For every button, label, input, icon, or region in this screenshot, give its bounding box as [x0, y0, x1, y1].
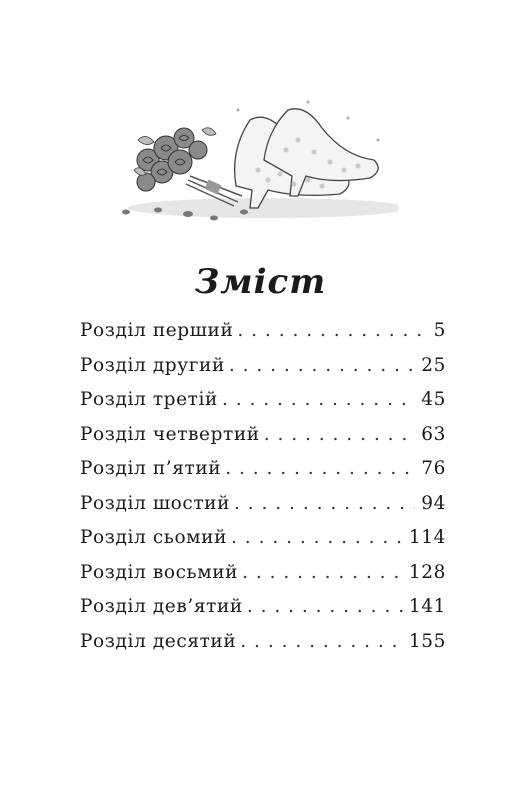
toc-entry-label: Розділ п’ятий: [80, 458, 222, 479]
toc-entry-page: 25: [421, 354, 446, 376]
toc-entry[interactable]: [80, 493, 446, 528]
dot-leader: [264, 424, 416, 445]
dot-leader: [242, 562, 403, 583]
toc-entry[interactable]: [80, 631, 446, 666]
toc-entry-page: 76: [421, 458, 446, 479]
toc-entry-label: Розділ десятий: [80, 630, 237, 652]
toc-entry-label: Розділ шостий: [80, 492, 231, 514]
toc-entry[interactable]: [80, 527, 446, 562]
toc-entry-page: 63: [421, 423, 446, 445]
toc-entry-page: 5: [433, 320, 446, 341]
toc-entry-page: 94: [421, 492, 446, 514]
toc-entry-label: Розділ перший: [80, 320, 234, 341]
toc-entry-label: Розділ восьмий: [80, 561, 239, 583]
toc-entry-page: 114: [408, 527, 446, 548]
toc-entry-label: Розділ третій: [80, 389, 218, 410]
toc-entry[interactable]: [80, 355, 446, 390]
dot-leader: [240, 631, 403, 652]
toc-entry-page: 155: [408, 630, 446, 652]
dot-leader: [229, 355, 415, 376]
toc-entry[interactable]: [80, 389, 446, 424]
toc-entry[interactable]: [80, 562, 446, 597]
dot-leader: [225, 458, 415, 479]
toc-entry[interactable]: [80, 424, 446, 459]
toc-entry-page: 141: [408, 596, 446, 617]
dot-leader: [247, 596, 403, 617]
dot-leader: [231, 527, 403, 548]
toc-entry[interactable]: [80, 596, 446, 631]
toc-entry[interactable]: [80, 458, 446, 493]
table-of-contents: [80, 320, 446, 665]
toc-entry-page: 45: [421, 389, 446, 410]
toc-entry-label: Розділ другий: [80, 354, 225, 376]
toc-entry-label: Розділ четвертий: [80, 423, 260, 445]
dot-leader: [237, 320, 422, 341]
toc-entry-page: 128: [408, 561, 446, 583]
toc-entry-label: Розділ сьомий: [80, 527, 228, 548]
toc-entry[interactable]: [80, 320, 446, 355]
toc-entry-label: Розділ дев’ятий: [80, 596, 243, 617]
page-title: Зміст: [194, 262, 327, 302]
dot-leader: [234, 493, 415, 514]
shoes-bouquet-illustration: [118, 90, 398, 230]
dot-leader: [222, 389, 415, 410]
